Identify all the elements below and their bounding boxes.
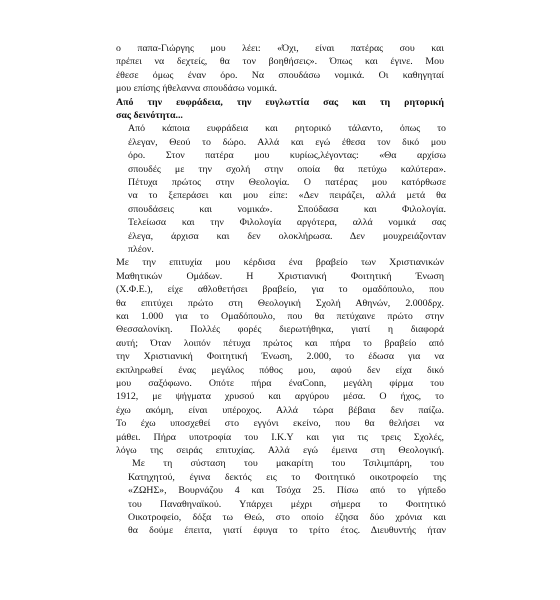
text-line: σπουδάσεις και νομικά». Σπούδασα και Φιλολογία.	[128, 203, 446, 215]
text-line: του Παναθηναϊκού. Υπάρχει μέχρι σήμερα το Φοιτητικό	[128, 498, 446, 510]
text-line: Κατηχητού, έγινα δεκτός εις το Φοιτητικό οικοτροφείο της	[128, 471, 446, 483]
text-line: Το έχω υποσχεθεί στο εγγόνι εκείνο, που θα θελήσει να	[116, 418, 444, 430]
text-line: και 1.000 για το Ομαδόπουλο, που θα πετύχαινε πρώτο στην	[116, 311, 444, 322]
text-line: Θεσσαλονίκη. Πολλές φορές διερωτήθηκα, γιατί η διαφορά	[116, 324, 444, 336]
text-line: έχω ακόμη, είναι υπέροχος. Αλλά τώρα βέβαια δεν παίζω.	[116, 404, 444, 416]
text-line: πρέπει να δεχτείς, θα τον βοηθήσεις». Όπως και έγινε. Μου	[116, 56, 444, 68]
text-line: Μαθητικών Ομάδων. Η Χριστιανική Φοιτητική Ένωση	[116, 270, 444, 282]
text-line: την Χριστιανική Φοιτητική Ένωση, 2.000, το έδωσα για να	[116, 351, 444, 363]
text-line: έλεγα, άρχισα και δεν ολοκλήρωσα. Δεν μουχρειάζονταν	[128, 230, 446, 242]
text-line: σας δεινότητα...	[116, 110, 183, 121]
text-line: 1912, με ψήγματα χρυσού και αργύρου μέσα. Ο ήχος, το	[116, 391, 444, 403]
text-line: Οικοτροφείο, δόξα τω Θεώ, στο οποίο έζησα δύο χρόνια και	[128, 512, 446, 523]
text-line: πλέον.	[128, 244, 154, 255]
text-line: όρο. Στον πατέρα μου κυρίως,λέγοντας: «Θα αρχίσω	[128, 150, 446, 162]
text-line: ο παπα-Γιώργης μου λέει: «Όχι, είναι πατέρας σου και	[116, 43, 444, 54]
text-line: «ΖΩΗΣ», Βουρνάζου 4 και Τσόχα 25. Πίσω από το γήπεδο	[128, 485, 446, 497]
text-line: σπουδές με την σχολή στην οποία θα πετύχω καλύτερα».	[128, 163, 446, 175]
text-line: Με τη σύσταση του μακαρίτη του Τσιλιμπάρη, του	[132, 458, 444, 470]
text-line: να το ξεπεράσει και μου είπε: «Δεν πειράζει, αλλά μετά θα	[128, 190, 446, 202]
text-line: εκπληρωθεί ένας μεγάλος πόθος μου, αφού δεν είχα δικό	[116, 364, 444, 376]
text-line: μου επίσης ήθελαννα σπουδάσω νομικά.	[116, 83, 277, 95]
text-line: λόγω της σειράς επιτυχίας. Αλλά εγώ έμεινα στη Θεολογική.	[116, 445, 444, 456]
text-line: Με την επιτυχία μου κέρδισα ένα βραβείο των Χριστιανικών	[116, 257, 444, 269]
text-line: αυτή; Όταν λοιπόν πέτυχα πρώτος και πήρα το βραβείο από	[116, 337, 444, 349]
text-line: έλεγαν, Θεού το δώρο. Αλλά και εγώ έθεσα τον δικό μου	[128, 136, 446, 148]
text-line: μάθει. Πήρα υποτροφία του Ι.Κ.Υ και για τις τρεις Σχολές,	[116, 431, 444, 443]
text-line: έθεσε όμως έναν όρο. Να σπουδάσω νομικά. Οι καθηγηταί	[116, 69, 444, 81]
text-line: Τελείωσα και την Φιλολογία αργότερα, αλλά νομικά σας	[128, 217, 446, 229]
text-line: (Χ.Φ.Ε.), είχε αθλοθετήσει βραβείο, για το ομαδόπουλο, που	[116, 284, 444, 296]
text-line: θα δούμε έπειτα, γιατί έφυγα το τρίτο έτος. Διευθυντής ήταν	[128, 525, 446, 537]
text-line: θα επιτύχει πρώτο στη Θεολογική Σχολή Αθηνών, 2.000δρχ.	[116, 297, 444, 309]
text-line: Πέτυχα πρώτος στην Θεολογία. Ο πατέρας μου κατόρθωσε	[128, 177, 446, 188]
text-line: Από κάποια ευφράδεια και ρητορικό τάλαντο, όπως το	[128, 123, 446, 135]
text-line: μου σαξόφωνο. Οπότε πήρα έναConn, μεγάλη φίρμα του	[116, 378, 444, 389]
text-line: Από την ευφράδεια, την ευγλωττία σας και τη ρητορική	[116, 96, 444, 108]
